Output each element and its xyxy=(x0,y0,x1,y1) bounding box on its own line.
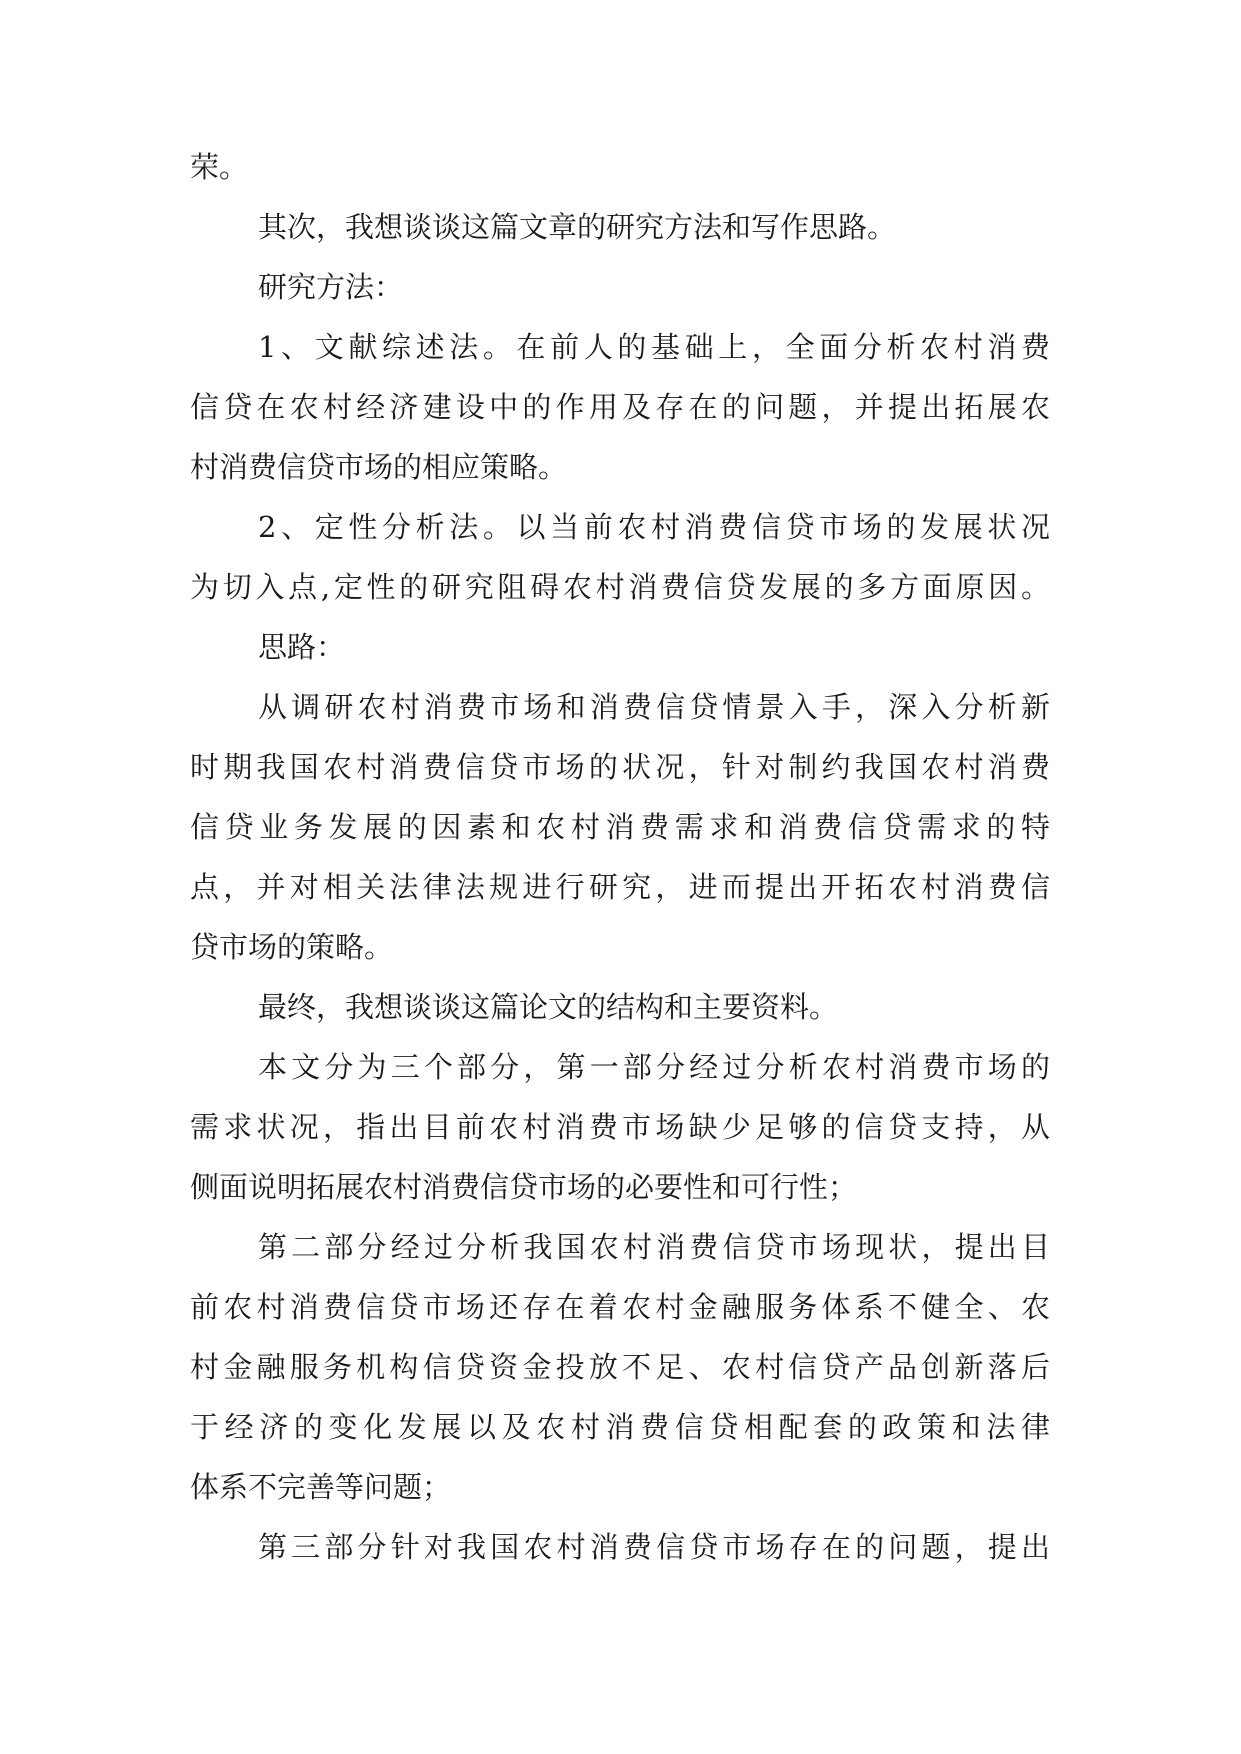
text-line: 于经济的变化发展以及农村消费信贷相配套的政策和法律 xyxy=(190,1410,1050,1444)
text-line: 体系不完善等问题； xyxy=(190,1470,452,1504)
text-line: 2、定性分析法。以当前农村消费信贷市场的发展状况 xyxy=(258,510,1050,544)
text-line: 荣。 xyxy=(190,150,249,184)
text-line: 村金融服务机构信贷资金投放不足、农村信贷产品创新落后 xyxy=(190,1350,1050,1384)
text-line: 第三部分针对我国农村消费信贷市场存在的问题，提出 xyxy=(258,1530,1050,1564)
text-line: 前农村消费信贷市场还存在着农村金融服务体系不健全、农 xyxy=(190,1290,1050,1324)
text-line: 时期我国农村消费信贷市场的状况，针对制约我国农村消费 xyxy=(190,750,1050,784)
text-line: 研究方法： xyxy=(258,270,404,304)
text-line: 其次，我想谈谈这篇文章的研究方法和写作思路。 xyxy=(258,210,897,244)
text-line: 侧面说明拓展农村消费信贷市场的必要性和可行性； xyxy=(190,1170,858,1204)
text-line: 为切入点,定性的研究阻碍农村消费信贷发展的多方面原因。 xyxy=(190,570,1050,604)
text-line: 思路： xyxy=(258,630,346,664)
text-line: 需求状况，指出目前农村消费市场缺少足够的信贷支持，从 xyxy=(190,1110,1050,1144)
text-line: 从调研农村消费市场和消费信贷情景入手，深入分析新 xyxy=(258,690,1050,724)
text-line: 第二部分经过分析我国农村消费信贷市场现状，提出目 xyxy=(258,1230,1050,1264)
text-line: 1、文献综述法。在前人的基础上，全面分析农村消费 xyxy=(258,330,1050,364)
text-line: 贷市场的策略。 xyxy=(190,930,394,964)
text-line: 村消费信贷市场的相应策略。 xyxy=(190,450,568,484)
text-line: 点，并对相关法律法规进行研究，进而提出开拓农村消费信 xyxy=(190,870,1050,904)
text-line: 本文分为三个部分，第一部分经过分析农村消费市场的 xyxy=(258,1050,1050,1084)
text-line: 信贷业务发展的因素和农村消费需求和消费信贷需求的特 xyxy=(190,810,1050,844)
text-line: 信贷在农村经济建设中的作用及存在的问题，并提出拓展农 xyxy=(190,390,1050,424)
text-line: 最终，我想谈谈这篇论文的结构和主要资料。 xyxy=(258,990,839,1024)
